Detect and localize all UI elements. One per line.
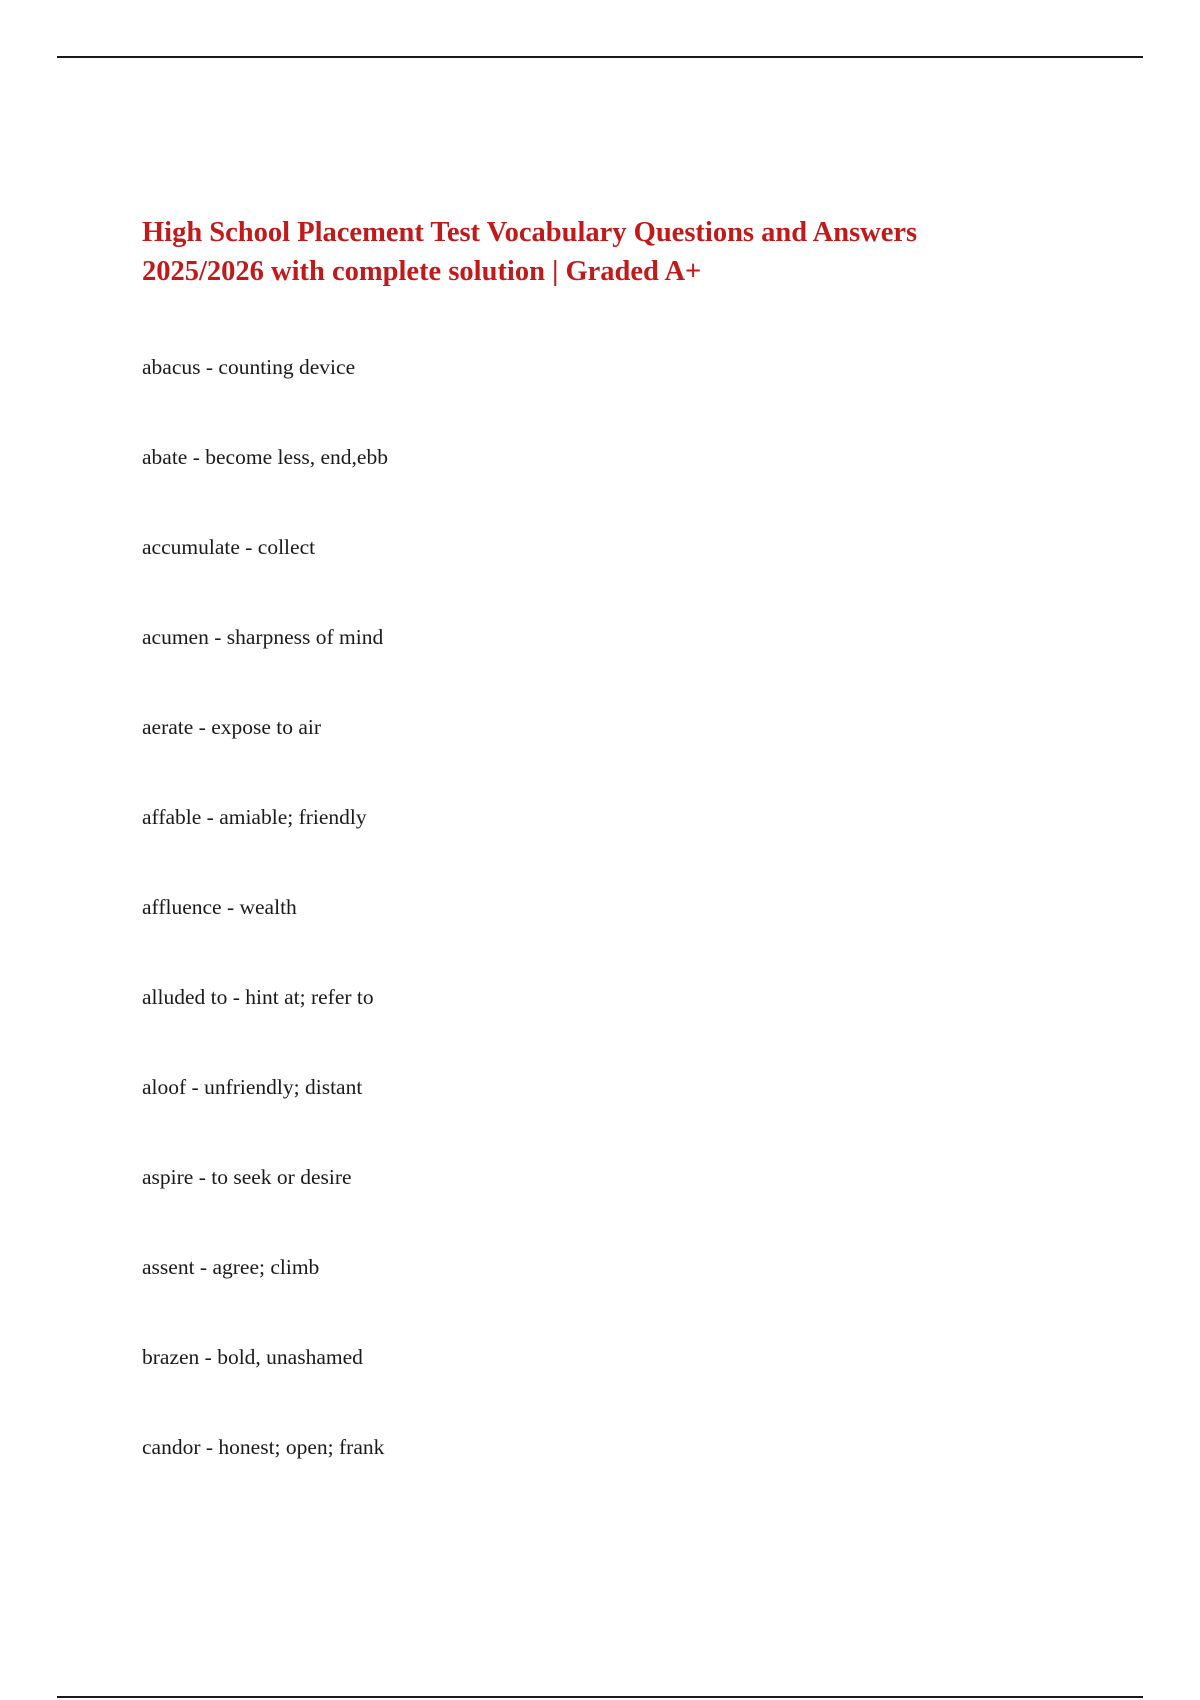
vocabulary-list bbox=[142, 352, 1042, 1522]
vocabulary-entry: aloof - unfriendly; distant bbox=[142, 1075, 363, 1099]
vocabulary-entry: alluded to - hint at; refer to bbox=[142, 985, 374, 1009]
vocabulary-entry: affable - amiable; friendly bbox=[142, 805, 367, 829]
header-rule bbox=[57, 56, 1143, 58]
vocabulary-entry: assent - agree; climb bbox=[142, 1255, 320, 1279]
footer-rule bbox=[57, 1696, 1143, 1698]
title-line-1: High School Placement Test Vocabulary Questions and Answers bbox=[142, 217, 918, 248]
vocabulary-entry: aerate - expose to air bbox=[142, 715, 322, 739]
document-title bbox=[142, 213, 1082, 291]
vocabulary-entry: affluence - wealth bbox=[142, 895, 297, 919]
vocabulary-entry: aspire - to seek or desire bbox=[142, 1165, 352, 1189]
vocabulary-entry: brazen - bold, unashamed bbox=[142, 1345, 363, 1369]
title-line-2: 2025/2026 with complete solution | Graded A+ bbox=[142, 256, 702, 287]
vocabulary-entry: abacus - counting device bbox=[142, 355, 356, 379]
vocabulary-entry: acumen - sharpness of mind bbox=[142, 625, 384, 649]
vocabulary-entry: abate - become less, end,ebb bbox=[142, 445, 388, 469]
vocabulary-entry: accumulate - collect bbox=[142, 535, 316, 559]
vocabulary-entry: candor - honest; open; frank bbox=[142, 1435, 385, 1459]
